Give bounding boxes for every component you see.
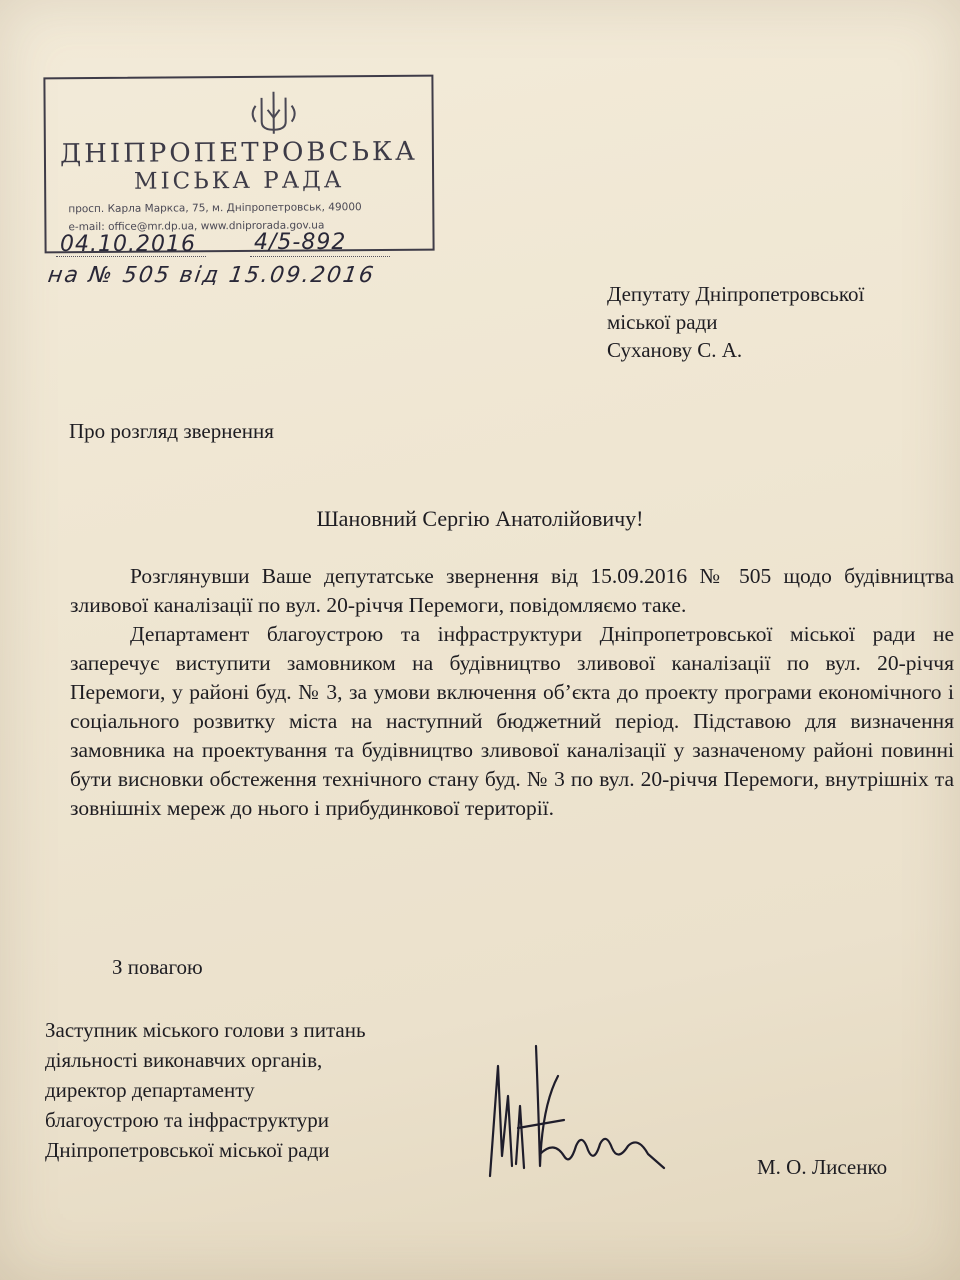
signer-line4: благоустрою та інфраструктури xyxy=(45,1108,329,1132)
trident-emblem-icon xyxy=(241,88,305,140)
paragraph-1-text: Розглянувши Ваше депутатське звернення від 15.09.2016 № 505 щодо будівництва зливової каналізації по вул. 20-річчя Перемоги, повідомляємо таке. xyxy=(70,564,954,617)
stamp-address: просп. Карла Маркса, 75, м. Дніпропетровськ, 49000 xyxy=(68,201,362,216)
registration-date: 04.10.2016 xyxy=(60,232,196,257)
closing-regards: З повагою xyxy=(112,955,203,979)
number-underline xyxy=(250,256,390,257)
reply-reference: на № 505 від 15.09.2016 xyxy=(46,263,377,288)
addressee-line2: міської ради xyxy=(607,310,718,334)
body-paragraph-2 xyxy=(70,620,954,823)
body-paragraph-1 xyxy=(70,562,954,620)
registration-number: 4/5-892 xyxy=(254,230,347,255)
letter-subject: Про розгляд звернення xyxy=(69,419,274,443)
registration-stamp xyxy=(43,75,434,254)
stamp-title-line1: ДНІПРОПЕТРОВСЬКА xyxy=(59,136,418,170)
addressee-line1: Депутату Дніпропетровської xyxy=(607,282,865,306)
salutation: Шановний Сергію Анатолійовичу! xyxy=(316,506,644,531)
addressee-line3: Суханову С. А. xyxy=(607,338,743,362)
paragraph-2-text: Департамент благоустрою та інфраструктури Дніпропетровської міської ради не заперечує виступити замовником на будівництво зливової каналізації по вул. 20-річчя Перемоги, у районі буд. № 3, за умови включення об’єкта до проекту програми економічного і соціального розвитку міста на наступний бюджетний період. Підставою для визначення замовника на проектування та будівництво зливової каналізації у зазначеному районі повинні бути висновки обстеження технічного стану буд. № 3 по вул. 20-річчя Перемоги, внутрішніх та зовнішніх мереж до нього і прибудинкової території. xyxy=(70,622,954,820)
stamp-email: e-mail: office@mr.dp.ua, www.dniprorada.gov.ua xyxy=(68,219,325,234)
signer-line2: діяльності виконавчих органів, xyxy=(45,1048,323,1072)
signer-line1: Заступник міського голови з питань xyxy=(45,1018,366,1042)
signer-line5: Дніпропетровської міської ради xyxy=(45,1138,330,1162)
signer-name: М. О. Лисенко xyxy=(757,1155,888,1179)
stamp-title-line2: МІСЬКА РАДА xyxy=(133,167,345,195)
signer-line3: директор департаменту xyxy=(45,1078,255,1102)
signer-position-block xyxy=(45,1015,366,1165)
addressee-block xyxy=(607,280,864,364)
handwritten-signature xyxy=(478,1036,678,1186)
